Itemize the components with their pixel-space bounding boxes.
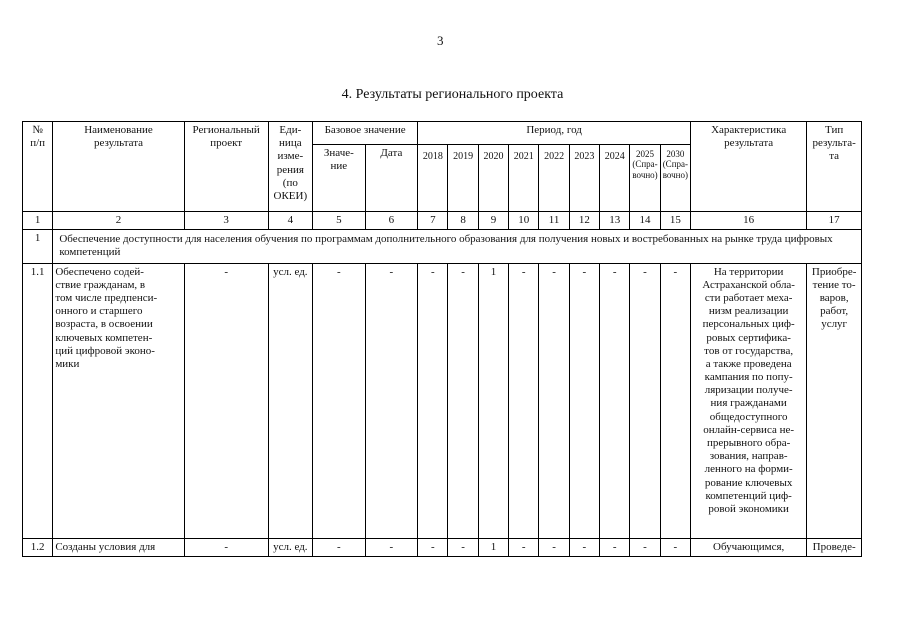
header-year: 2021 xyxy=(509,145,539,212)
row-year-value: - xyxy=(660,263,690,538)
row-base-date: - xyxy=(365,538,418,556)
header-year: 2022 xyxy=(539,145,569,212)
column-number: 8 xyxy=(448,212,478,230)
header-name: Наименование результата xyxy=(53,122,184,212)
row-characteristic: Обучающимся, xyxy=(691,538,807,556)
column-number: 17 xyxy=(807,212,862,230)
column-number: 12 xyxy=(569,212,599,230)
section-title: 4. Результаты регионального проекта xyxy=(341,87,564,102)
column-number: 16 xyxy=(691,212,807,230)
header-year: 2025 (Спра- вочно) xyxy=(630,145,660,212)
header-unit: Еди- ница изме- рения (по ОКЕИ) xyxy=(268,122,312,212)
column-number: 9 xyxy=(478,212,508,230)
row-year-value: - xyxy=(509,263,539,538)
header-num: № п/п xyxy=(23,122,53,212)
row-project: - xyxy=(184,263,268,538)
column-numbers-row xyxy=(23,212,862,230)
row-year-value: - xyxy=(660,538,690,556)
column-number: 7 xyxy=(418,212,448,230)
header-year: 2020 xyxy=(478,145,508,212)
row-year-value: - xyxy=(630,538,660,556)
row-name: Созданы условия для xyxy=(53,538,184,556)
row-year-value: 1 xyxy=(478,538,508,556)
row-year-value: - xyxy=(418,538,448,556)
row-num: 1.1 xyxy=(23,263,53,538)
header-base-date: Дата xyxy=(365,145,418,212)
row-year-value: - xyxy=(539,538,569,556)
row-unit: усл. ед. xyxy=(268,538,312,556)
row-year-value: - xyxy=(569,263,599,538)
row-project: - xyxy=(184,538,268,556)
header-year: 2024 xyxy=(600,145,630,212)
row-year-value: - xyxy=(539,263,569,538)
results-table xyxy=(22,121,862,557)
column-number: 3 xyxy=(184,212,268,230)
header-year: 2019 xyxy=(448,145,478,212)
row-characteristic: На территории Астраханской обла- сти работает меха- низм реализации персональных циф- ровых сертифика- тов от государства, а также проведена кампания по попу- ляризации получе- ния гражданами общедоступного онлайн-сервиса не- прерывного обра- зования, направ- ленного на форми- рование ключевых компетенций циф- ровой экономики xyxy=(691,263,807,538)
row-unit: усл. ед. xyxy=(268,263,312,538)
column-number: 10 xyxy=(509,212,539,230)
column-number: 5 xyxy=(313,212,366,230)
header-year: 2018 xyxy=(418,145,448,212)
row-year-value: - xyxy=(448,538,478,556)
column-number: 11 xyxy=(539,212,569,230)
column-number: 13 xyxy=(600,212,630,230)
row-year-value: - xyxy=(569,538,599,556)
row-year-value: - xyxy=(509,538,539,556)
table-row xyxy=(23,263,862,538)
row-type: Приобре- тение то- варов, работ, услуг xyxy=(807,263,862,538)
row-base-value: - xyxy=(313,263,366,538)
column-number: 15 xyxy=(660,212,690,230)
column-number: 1 xyxy=(23,212,53,230)
row-year-value: - xyxy=(600,263,630,538)
row-year-value: - xyxy=(448,263,478,538)
column-number: 4 xyxy=(268,212,312,230)
row-year-value: 1 xyxy=(478,263,508,538)
goal-num: 1 xyxy=(23,230,53,263)
goal-text: Обеспечение доступности для населения обучения по программам дополнительного образования для получения новых и востребованных на рынке труда цифровых компетенций xyxy=(53,230,862,263)
header-year: 2023 xyxy=(569,145,599,212)
header-type: Тип результа- та xyxy=(807,122,862,212)
table-row xyxy=(23,538,862,556)
row-name: Обеспечено содей- ствие гражданам, в том числе предпенси- онного и старшего возраста, в освоении ключевых компетен- ций цифровой эконо- мики xyxy=(53,263,184,538)
column-number: 6 xyxy=(365,212,418,230)
header-project: Региональный проект xyxy=(184,122,268,212)
row-type: Проведе- xyxy=(807,538,862,556)
header-characteristic: Характеристика результата xyxy=(691,122,807,212)
row-num: 1.2 xyxy=(23,538,53,556)
page-number: 3 xyxy=(437,33,444,48)
header-period: Период, год xyxy=(418,122,691,145)
row-year-value: - xyxy=(630,263,660,538)
row-base-date: - xyxy=(365,263,418,538)
row-year-value: - xyxy=(600,538,630,556)
column-number: 14 xyxy=(630,212,660,230)
header-base-value: Значе- ние xyxy=(313,145,366,212)
row-year-value: - xyxy=(418,263,448,538)
column-number: 2 xyxy=(53,212,184,230)
header-base: Базовое значение xyxy=(313,122,418,145)
row-base-value: - xyxy=(313,538,366,556)
goal-row xyxy=(23,230,862,263)
header-year: 2030 (Спра- вочно) xyxy=(660,145,690,212)
